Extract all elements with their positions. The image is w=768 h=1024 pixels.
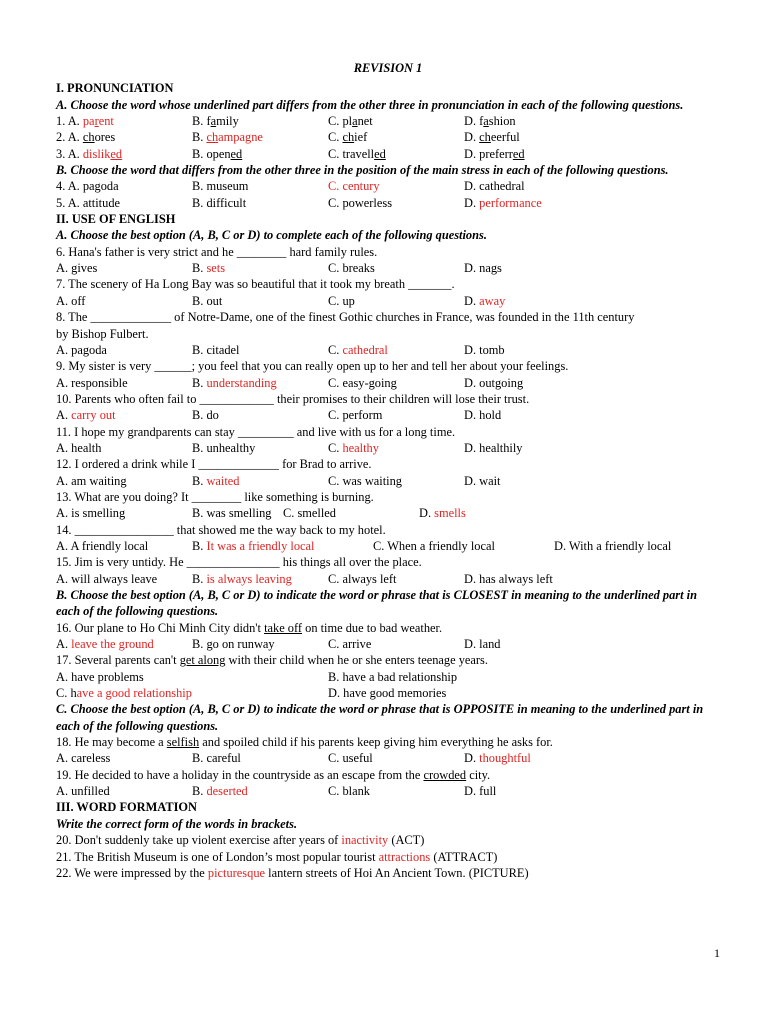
q4-option-a: 4. A. pagoda: [56, 179, 119, 194]
q5-option-a: 5. A. attitude: [56, 195, 121, 210]
q10-option-a: A. carry out: [56, 408, 116, 423]
q18-option-d: D. thoughtful: [464, 751, 531, 766]
q7-option-c: C. up: [328, 293, 355, 308]
question-16-stem: 16. Our plane to Ho Chi Minh City didn't take off on time due to bad weather.: [56, 620, 443, 635]
q16-option-b: B. go on runway: [192, 637, 275, 652]
question-9-options: [56, 375, 720, 391]
q16-option-d: D. land: [464, 637, 501, 652]
question-14-options: [56, 538, 720, 554]
q9-option-a: A. responsible: [56, 375, 128, 390]
worksheet-page: [56, 60, 720, 881]
q14-option-b: B. It was a friendly local: [192, 538, 315, 553]
q2-option-d: D. cheerful: [464, 130, 520, 145]
q3-option-d: D. preferred: [464, 146, 525, 161]
q11-option-c: C. healthy: [328, 440, 379, 455]
question-20: 20. Don't suddenly take up violent exercise after years of inactivity (ACT): [56, 833, 425, 848]
q3-option-b: B. opened: [192, 146, 243, 161]
q12-option-d: D. wait: [464, 473, 501, 488]
q17-option-b: B. have a bad relationship: [328, 669, 458, 684]
q9-option-b: B. understanding: [192, 375, 277, 390]
q3-option-a: 3. A. disliked: [56, 146, 123, 161]
q12-option-a: A. am waiting: [56, 473, 127, 488]
q7-option-b: B. out: [192, 293, 223, 308]
q5-option-d: D. performance: [464, 195, 542, 210]
question-13-stem: 13. What are you doing? It ________ like something is burning.: [56, 489, 374, 504]
q10-option-b: B. do: [192, 408, 219, 423]
question-21: 21. The British Museum is one of London’s most popular tourist attractions (ATTRACT): [56, 849, 498, 864]
q6-option-b: B. sets: [192, 261, 226, 276]
page-number: 1: [714, 946, 720, 960]
question-18-stem: 18. He may become a selfish and spoiled child if his parents keep giving him everything he asks for.: [56, 735, 553, 750]
question-15-options: [56, 571, 720, 587]
q17-option-d: D. have good memories: [328, 686, 447, 701]
question-7-stem: 7. The scenery of Ha Long Bay was so beautiful that it took my breath _______.: [56, 277, 455, 292]
instruction-3: Write the correct form of the words in brackets.: [56, 816, 298, 831]
question-16-options: [56, 636, 720, 652]
q14-option-c: C. When a friendly local: [373, 538, 495, 553]
q11-option-a: A. health: [56, 440, 102, 455]
question-6-stem: 6. Hana's father is very strict and he ________ hard family rules.: [56, 244, 378, 259]
q4-option-d: D. cathedral: [464, 179, 525, 194]
instruction-1a: A. Choose the word whose underlined part differs from the other three in pronunciation in each of the following questions.: [56, 97, 684, 112]
q14-option-a: A. A friendly local: [56, 538, 149, 553]
question-4-options: [56, 178, 720, 194]
question-17-options-ab: [56, 669, 720, 685]
question-11-stem: 11. I hope my grandparents can stay _________ and live with us for a long time.: [56, 424, 456, 439]
instruction-2b: B. Choose the best option (A, B, C or D) to indicate the word or phrase that is CLOSEST in meaning to the underlined part in each of the following questions.: [56, 588, 697, 619]
q6-option-a: A. gives: [56, 261, 98, 276]
q19-option-b: B. deserted: [192, 784, 248, 799]
instruction-1b: B. Choose the word that differs from the other three in the position of the main stress in each of the following questions.: [56, 163, 669, 178]
q6-option-c: C. breaks: [328, 261, 375, 276]
instruction-2c: C. Choose the best option (A, B, C or D) to indicate the word or phrase that is OPPOSITE in meaning to the underlined part in each of the following questions.: [56, 702, 704, 733]
q8-option-b: B. citadel: [192, 342, 240, 357]
q15-option-c: C. always left: [328, 571, 397, 586]
q8-option-c: C. cathedral: [328, 342, 388, 357]
question-19-options: [56, 783, 720, 799]
q1-option-b: B. family: [192, 114, 239, 129]
question-11-options: [56, 440, 720, 456]
q7-option-a: A. off: [56, 293, 86, 308]
question-19-stem: 19. He decided to have a holiday in the countryside as an escape from the crowded city.: [56, 767, 491, 782]
q1-option-c: C. planet: [328, 114, 373, 129]
q15-option-d: D. has always left: [464, 571, 553, 586]
q12-option-c: C. was waiting: [328, 473, 402, 488]
q1-option-a: 1. A. parent: [56, 114, 114, 129]
question-9-stem: 9. My sister is very ______; you feel that you can really open up to her and tell her about your feelings.: [56, 359, 569, 374]
q13-option-b: B. was smelling: [192, 506, 272, 521]
question-10-options: [56, 407, 720, 423]
question-12-stem: 12. I ordered a drink while I _____________ for Brad to arrive.: [56, 457, 372, 472]
q13-option-c: C. smelled: [283, 506, 336, 521]
q18-option-a: A. careless: [56, 751, 111, 766]
question-13-options: [56, 505, 720, 521]
q14-option-d: D. With a friendly local: [554, 538, 672, 553]
q17-option-c: C. have a good relationship: [56, 686, 192, 701]
q17-option-a: A. have problems: [56, 669, 144, 684]
q5-option-c: C. powerless: [328, 195, 393, 210]
q2-option-a: 2. A. chores: [56, 130, 116, 145]
section-heading-word-formation: III. WORD FORMATION: [56, 800, 198, 815]
q10-option-c: C. perform: [328, 408, 383, 423]
question-15-stem: 15. Jim is very untidy. He _______________ his things all over the place.: [56, 555, 422, 570]
question-8-stem: 8. The _____________ of Notre-Dame, one of the finest Gothic churches in France, was founded in the 11th century: [56, 310, 635, 325]
question-1-options: [56, 113, 720, 129]
section-heading-use-of-english: II. USE OF ENGLISH: [56, 212, 176, 227]
q3-option-c: C. travelled: [328, 146, 386, 161]
question-17-options-cd: [56, 685, 720, 701]
q12-option-b: B. waited: [192, 473, 240, 488]
question-22: 22. We were impressed by the picturesque lantern streets of Hoi An Ancient Town. (PICTURE): [56, 865, 529, 880]
q16-option-a: A. leave the ground: [56, 637, 154, 652]
q19-option-d: D. full: [464, 784, 497, 799]
q11-option-b: B. unhealthy: [192, 440, 256, 455]
q19-option-a: A. unfilled: [56, 784, 110, 799]
question-8-options: [56, 342, 720, 358]
question-10-stem: 10. Parents who often fail to ____________ their promises to their children will lose their trust.: [56, 391, 530, 406]
q11-option-d: D. healthily: [464, 440, 523, 455]
section-heading-pronunciation: I. PRONUNCIATION: [56, 81, 174, 96]
q19-option-c: C. blank: [328, 784, 370, 799]
page-title: REVISION 1: [353, 61, 423, 75]
question-7-options: [56, 293, 720, 309]
question-5-options: [56, 195, 720, 211]
q16-option-c: C. arrive: [328, 637, 372, 652]
question-14-stem: 14. ________________ that showed me the way back to my hotel.: [56, 522, 386, 537]
q2-option-b: B. champagne: [192, 130, 263, 145]
q8-option-d: D. tomb: [464, 342, 505, 357]
question-17-stem: 17. Several parents can't get along with their child when he or she enters teenage years.: [56, 653, 488, 668]
q18-option-b: B. careful: [192, 751, 241, 766]
q10-option-d: D. hold: [464, 408, 502, 423]
q4-option-b: B. museum: [192, 179, 249, 194]
q15-option-a: A. will always leave: [56, 571, 158, 586]
q6-option-d: D. nags: [464, 261, 502, 276]
question-2-options: [56, 129, 720, 145]
question-3-options: [56, 146, 720, 162]
q1-option-d: D. fashion: [464, 114, 516, 129]
instruction-2a: A. Choose the best option (A, B, C or D) to complete each of the following questions.: [56, 228, 487, 243]
q13-option-d: D. smells: [419, 506, 466, 521]
q5-option-b: B. difficult: [192, 195, 247, 210]
q18-option-c: C. useful: [328, 751, 373, 766]
q15-option-b: B. is always leaving: [192, 571, 292, 586]
question-12-options: [56, 473, 720, 489]
q7-option-d: D. away: [464, 293, 506, 308]
question-18-options: [56, 750, 720, 766]
q13-option-a: A. is smelling: [56, 506, 126, 521]
q9-option-c: C. easy-going: [328, 375, 397, 390]
question-8-stem-cont: by Bishop Fulbert.: [56, 326, 149, 341]
q8-option-a: A. pagoda: [56, 342, 107, 357]
q4-option-c: C. century: [328, 179, 380, 194]
q2-option-c: C. chief: [328, 130, 368, 145]
question-6-options: [56, 260, 720, 276]
q9-option-d: D. outgoing: [464, 375, 524, 390]
